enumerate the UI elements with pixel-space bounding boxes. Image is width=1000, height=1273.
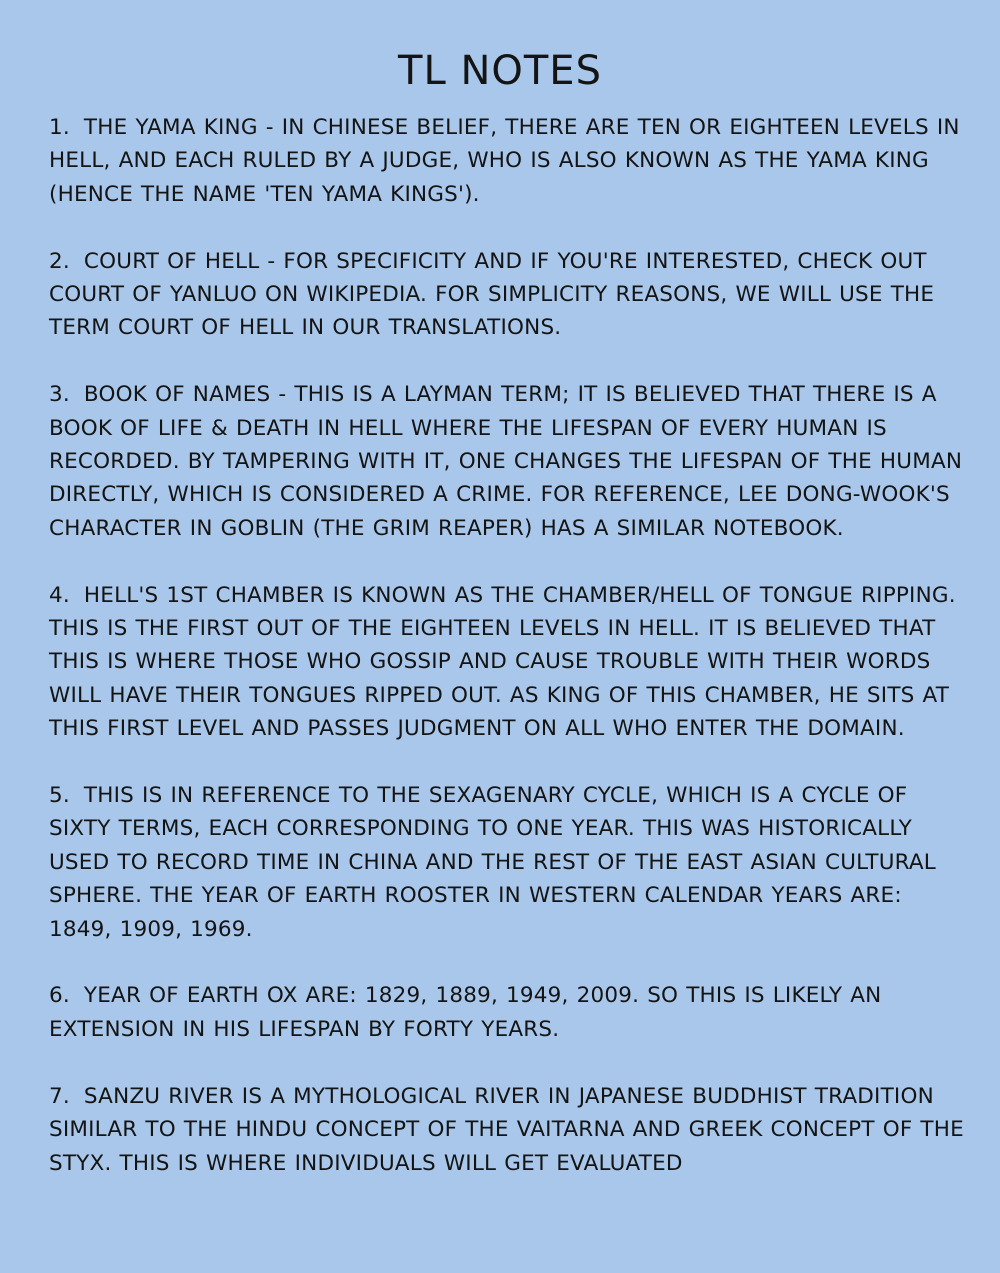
note-number: 7. xyxy=(49,1083,70,1109)
note-text: SANZU RIVER IS A MYTHOLOGICAL RIVER IN JAPANESE BUDDHIST TRADITION SIMILAR TO THE HINDU CONCEPT OF THE VAITARNA AND GREEK CONCEPT OF THE STYX. THIS IS WHERE INDIVIDUALS WILL GET EVALUATED xyxy=(49,1083,964,1176)
list-item xyxy=(49,245,964,345)
list-item xyxy=(49,378,964,545)
list-item xyxy=(49,111,964,211)
note-number: 2. xyxy=(49,248,70,274)
page-title: TL NOTES xyxy=(398,47,602,94)
list-item xyxy=(49,1080,964,1180)
list-item xyxy=(49,779,964,946)
note-number: 1. xyxy=(49,115,70,140)
note-number: 3. xyxy=(49,382,70,408)
note-number: 5. xyxy=(49,783,70,809)
note-text: BOOK OF NAMES - THIS IS A LAYMAN TERM; IT IS BELIEVED THAT THERE IS A BOOK OF LIFE & DEATH IN HELL WHERE THE LIFESPAN OF EVERY HUMAN IS RECORDED. BY TAMPERING WITH IT, ONE CHANGES THE LIFESPAN OF THE HUMAN DIRECTLY, WHICH IS CONSIDERED A CRIME. FOR REFERENCE, LEE DONG-WOOK'S CHARACTER IN GOBLIN (THE GRIM REAPER) HAS A SIMILAR NOTEBOOK. xyxy=(49,382,963,541)
note-text: THIS IS IN REFERENCE TO THE SEXAGENARY CYCLE, WHICH IS A CYCLE OF SIXTY TERMS, EACH CORRESPONDING TO ONE YEAR. THIS WAS HISTORICALLY USED TO RECORD TIME IN CHINA AND THE REST OF THE EAST ASIAN CULTURAL SPHERE. THE YEAR OF EARTH ROOSTER IN WESTERN CALENDAR YEARS ARE: 1849, 1909, 1969. xyxy=(49,783,936,942)
note-number: 4. xyxy=(49,582,70,608)
list-item xyxy=(49,579,964,746)
note-number: 6. xyxy=(49,983,70,1009)
note-text: HELL'S 1ST CHAMBER IS KNOWN AS THE CHAMBER/HELL OF TONGUE RIPPING. THIS IS THE FIRST OUT OF THE EIGHTEEN LEVELS IN HELL. IT IS BELIEVED THAT THIS IS WHERE THOSE WHO GOSSIP AND CAUSE TROUBLE WITH THEIR WORDS WILL HAVE THEIR TONGUES RIPPED OUT. AS KING OF THIS CHAMBER, HE SITS AT THIS FIRST LEVEL AND PASSES JUDGMENT ON ALL WHO ENTER THE DOMAIN. xyxy=(49,582,956,742)
note-text: THE YAMA KING - IN CHINESE BELIEF, THERE ARE TEN OR EIGHTEEN LEVELS IN HELL, AND EACH RULED BY A JUDGE, WHO IS ALSO KNOWN AS THE YAMA KING (HENCE THE NAME 'TEN YAMA KINGS'). xyxy=(49,115,960,207)
list-item xyxy=(49,979,964,1046)
note-text: YEAR OF EARTH OX ARE: 1829, 1889, 1949, 2009. SO THIS IS LIKELY AN EXTENSION IN HIS LIFESPAN BY FORTY YEARS. xyxy=(49,983,882,1042)
notes-list xyxy=(49,111,964,1213)
note-text: COURT OF HELL - FOR SPECIFICITY AND IF YOU'RE INTERESTED, CHECK OUT COURT OF YANLUO ON WIKIPEDIA. FOR SIMPLICITY REASONS, WE WILL USE THE TERM COURT OF HELL IN OUR TRANSLATIONS. xyxy=(49,248,935,341)
